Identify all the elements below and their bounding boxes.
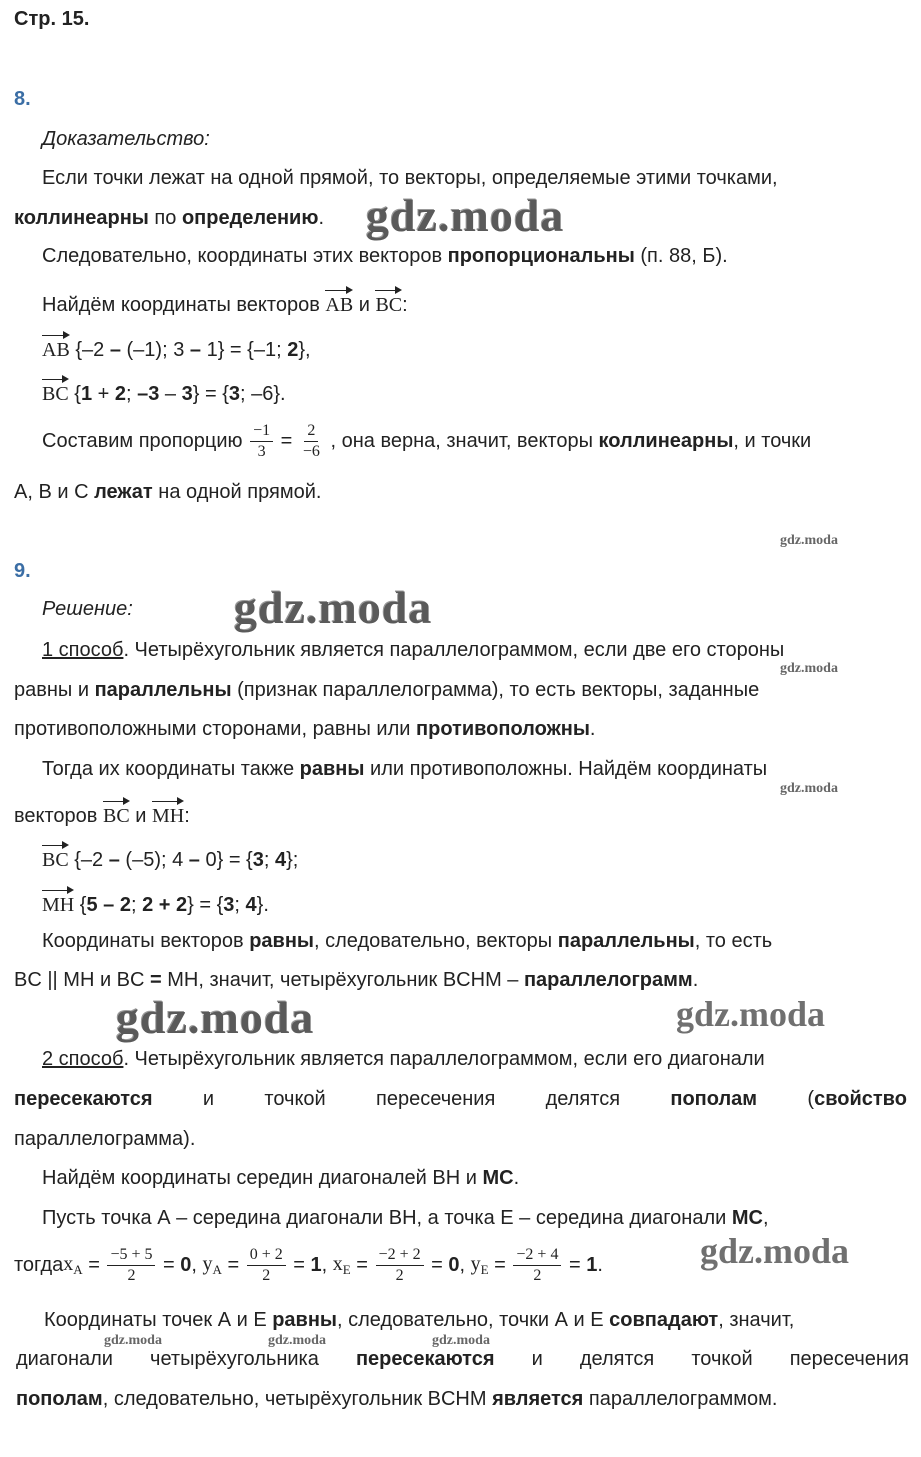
proportion-line: Составим пропорцию $\frac{-1}{3}$ = $\frac{2}{-6}$ , она верна, значит, векторы коллинеарны, и точки	[42, 421, 812, 460]
task9-text-line: диагонали четырёхугольника пересекаются и делятся точкой пересечения	[16, 1348, 909, 1370]
method-1-label: 1 способ	[42, 639, 124, 661]
vector-bc: BC	[103, 799, 130, 829]
task9-text-line: Координаты точек А и Е равны, следовательно, точки А и Е совпадают, значит,	[44, 1309, 795, 1331]
watermark-logo: gdz.moda	[700, 1231, 850, 1271]
proof-heading: Доказательство:	[42, 128, 210, 150]
task9-text-line: Тогда их координаты также равны или противоположны. Найдём координаты	[42, 758, 768, 780]
task9-text-line: Найдём координаты середин диагоналей BH и MC.	[42, 1167, 520, 1189]
watermark-logo: gdz.moda	[780, 661, 838, 676]
midpoint-formulas: тогда $x_A$ = $\frac{-5 + 5}{2}$ = 0 , $y_A$ = $\frac{0 + 2}{2}$ = 1 , $x_E$ = $\frac{-2 + 2}{2}$ = 0 , $y_E$ = $\frac{-2 + 4}{2}$ = 1 .	[14, 1245, 603, 1284]
vector-mh: MH	[152, 799, 184, 829]
task9-text-line: равны и параллельны (признак параллелограмма), то есть векторы, заданные	[14, 679, 760, 701]
task-number-8: 8.	[14, 88, 31, 110]
task9-text-line: Координаты векторов равны, следовательно, векторы параллельны, то есть	[42, 930, 773, 952]
task9-text-line: пополам, следовательно, четырёхугольник BCHM является параллелограммом.	[16, 1388, 778, 1410]
task9-text-line: векторов BC и MH:	[14, 799, 190, 829]
vector-bc-coords: BC {–2 – (–5); 4 – 0} = {3; 4};	[42, 843, 298, 873]
task8-text-line: Найдём координаты векторов AB и BC:	[42, 288, 408, 318]
task9-text-line: 1 способ. Четырёхугольник является параллелограммом, если две его стороны	[42, 639, 785, 661]
watermark-logo: gdz.moda	[432, 1333, 490, 1348]
page-header: Стр. 15.	[14, 8, 90, 30]
watermark-logo: gdz.moda	[366, 190, 565, 241]
vector-ab-coords: AB {–2 – (–1); 3 – 1} = {–1; 2},	[42, 333, 311, 363]
watermark-logo: gdz.moda	[676, 994, 826, 1034]
task9-text-line: BC || MH и BC = MH, значит, четырёхугольник BCHM – параллелограмм.	[14, 969, 699, 991]
method-2-label: 2 способ	[42, 1048, 124, 1070]
task9-text-line: пересекаются и точкой пересечения делятся пополам (свойство	[14, 1088, 907, 1110]
task8-text-line: коллинеарны по определению.	[14, 207, 324, 229]
watermark-logo: gdz.moda	[268, 1333, 326, 1348]
watermark-logo: gdz.moda	[234, 582, 433, 633]
vector-ab: AB	[325, 288, 353, 318]
task9-text-line: 2 способ. Четырёхугольник является параллелограммом, если его диагонали	[42, 1048, 765, 1070]
vector-bc: BC	[375, 288, 402, 318]
task9-text-line: Пусть точка А – середина диагонали BH, а точка Е – середина диагонали MC,	[42, 1207, 769, 1229]
vector-bc-coords: BC {1 + 2; –3 – 3} = {3; –6}.	[42, 377, 286, 407]
solution-heading: Решение:	[42, 598, 133, 620]
task8-text-line: А, В и С лежат на одной прямой.	[14, 481, 322, 503]
watermark-logo: gdz.moda	[780, 781, 838, 796]
task8-text-line: Следовательно, координаты этих векторов пропорциональны (п. 88, Б).	[42, 245, 728, 267]
task9-text-line: параллелограмма).	[14, 1128, 196, 1150]
watermark-logo: gdz.moda	[116, 992, 315, 1043]
watermark-logo: gdz.moda	[104, 1333, 162, 1348]
task-number-9: 9.	[14, 560, 31, 582]
task9-text-line: противоположными сторонами, равны или противоположны.	[14, 718, 596, 740]
vector-mh-coords: MH {5 – 2; 2 + 2} = {3; 4}.	[42, 888, 269, 918]
task8-text-line: Если точки лежат на одной прямой, то векторы, определяемые этими точками,	[42, 167, 778, 189]
watermark-logo: gdz.moda	[780, 533, 838, 548]
